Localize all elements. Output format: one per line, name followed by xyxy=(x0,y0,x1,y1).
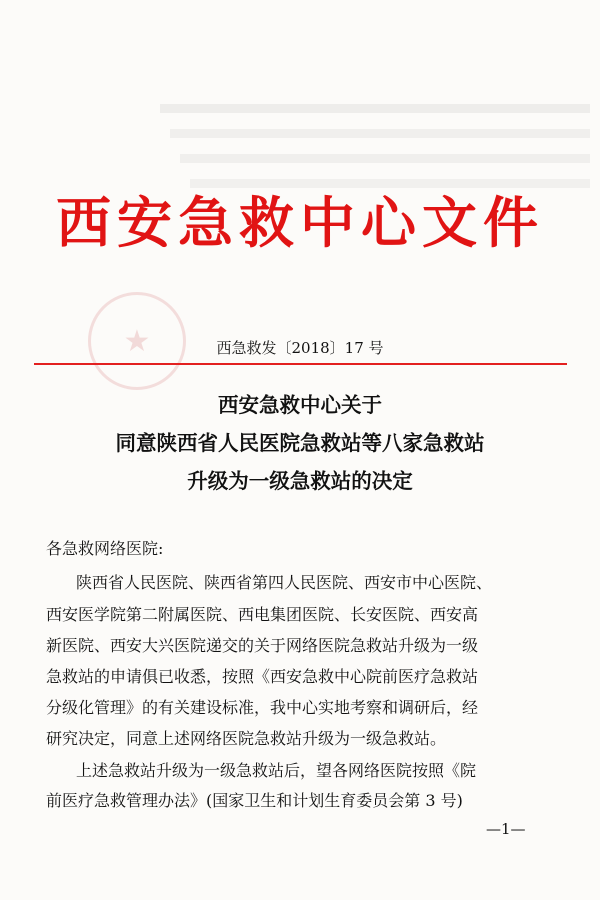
page-number: —1— xyxy=(486,820,526,838)
body-line: 分级化管理》的有关建设标准，我中心实地考察和调研后，经 xyxy=(46,698,479,717)
body-line: 前医疗急救管理办法》(国家卫生和计划生育委员会第 3 号) xyxy=(46,791,463,810)
red-divider xyxy=(34,363,567,365)
show-through-text xyxy=(150,96,590,188)
heading-line-2: 同意陕西省人民医院急救站等八家急救站 xyxy=(115,431,485,455)
body-line: 西安医学院第二附属医院、西电集团医院、长安医院、西安高 xyxy=(46,605,479,624)
body-line: 急救站的申请俱已收悉，按照《西安急救中心院前医疗急救站 xyxy=(46,667,479,686)
document-number: 西急救发〔2018〕17 号 xyxy=(216,339,384,357)
body-line: 上述急救站升级为一级急救站后，望各网络医院按照《院 xyxy=(76,761,477,780)
salutation: 各急救网络医院: xyxy=(46,539,164,558)
body-line: 陕西省人民医院、陕西省第四人民医院、西安市中心医院、 xyxy=(76,573,493,592)
heading-line-1: 西安急救中心关于 xyxy=(218,393,382,417)
body-line: 新医院、西安大兴医院递交的关于网络医院急救站升级为一级 xyxy=(46,636,479,655)
document-red-title: 西安急救中心文件 xyxy=(55,191,544,255)
heading-line-3: 升级为一级急救站的决定 xyxy=(187,469,413,493)
seal-stamp: ★ xyxy=(88,292,186,390)
body-line: 研究决定，同意上述网络医院急救站升级为一级急救站。 xyxy=(46,729,447,748)
